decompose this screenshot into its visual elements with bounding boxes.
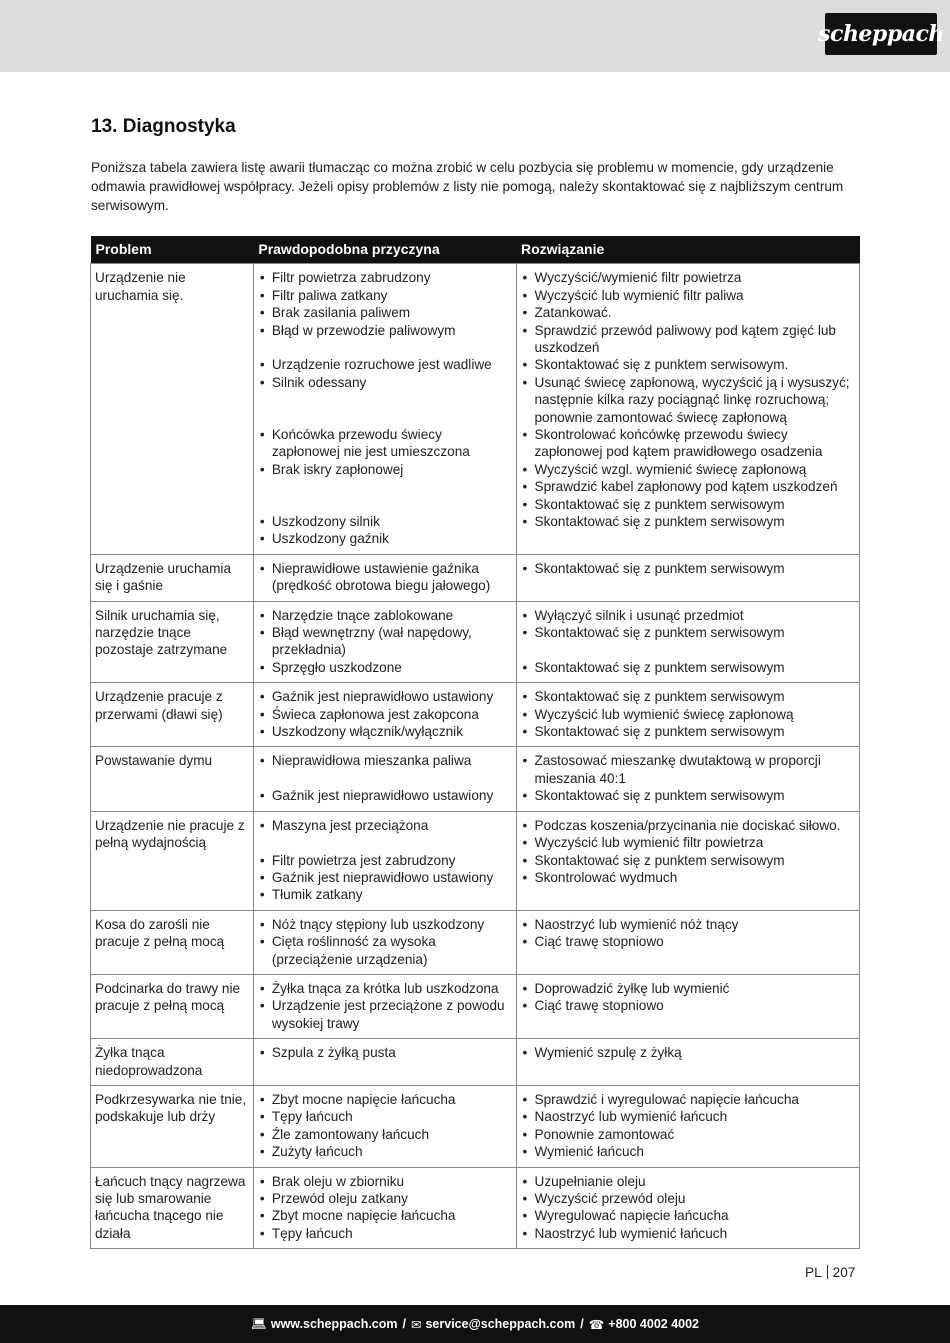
- cause-item: • Tępy łańcuch: [258, 1225, 512, 1242]
- cause-cell: [253, 1085, 516, 1167]
- cause-cell: [253, 1167, 516, 1249]
- cause-item: • Urządzenie jest przeciążone z powodu wysokiej trawy: [258, 997, 512, 1032]
- solution-cell: [516, 601, 860, 683]
- solution-cell: [516, 910, 860, 974]
- cause-item: • Nieprawidłowe ustawienie gaźnika (prędkość obrotowa biegu jałowego): [258, 560, 512, 595]
- list-spacer: [258, 770, 512, 787]
- cause-cell: [253, 910, 516, 974]
- solution-item: • Skontaktować się z punktem serwisowym: [521, 624, 856, 641]
- solution-item: • Sprawdzić kabel zapłonowy pod kątem uszkodzeń: [521, 478, 856, 495]
- solution-item: • Wyczyścić wzgl. wymienić świecę zapłonową: [521, 461, 856, 478]
- table-row: [91, 910, 860, 974]
- solution-cell: [516, 747, 860, 811]
- solution-item: • Skontaktować się z punktem serwisowym: [521, 560, 856, 577]
- table-row: [91, 747, 860, 811]
- problem-cell: Urządzenie nie pracuje z pełną wydajnością: [91, 811, 254, 910]
- solution-item: • Usunąć świecę zapłonową, wyczyścić ją i wysuszyć; następnie kilka razy pociągnąć linkę rozruchową; ponownie zamontować świecę zapłonową: [521, 374, 856, 426]
- page-number: [805, 1265, 855, 1280]
- solution-list: [521, 817, 856, 887]
- solution-list: [521, 752, 856, 804]
- solution-item: • Zatankować.: [521, 304, 856, 321]
- solution-item: • Wyczyścić lub wymienić filtr paliwa: [521, 287, 856, 304]
- solution-cell: [516, 1039, 860, 1086]
- page-lang: PL: [805, 1265, 822, 1280]
- solution-item: • Skontaktować się z punktem serwisowym: [521, 688, 856, 705]
- solution-item: • Wyczyścić lub wymienić świecę zapłonową: [521, 706, 856, 723]
- solution-item: • Skontaktować się z punktem serwisowym: [521, 513, 856, 530]
- logo-text: scheppach: [818, 21, 944, 47]
- cause-item: • Nieprawidłowa mieszanka paliwa: [258, 752, 512, 769]
- solution-item: • Uzupełnianie oleju: [521, 1173, 856, 1190]
- cause-cell: [253, 1039, 516, 1086]
- cause-item: • Uszkodzony włącznik/wyłącznik: [258, 723, 512, 740]
- cause-cell: [253, 601, 516, 683]
- problem-cell: Żyłka tnąca niedoprowadzona: [91, 1039, 254, 1086]
- cause-item: • Brak iskry zapłonowej: [258, 461, 512, 478]
- list-spacer: [258, 391, 512, 408]
- cause-item: • Gaźnik jest nieprawidłowo ustawiony: [258, 869, 512, 886]
- table-row: [91, 683, 860, 747]
- solution-list: [521, 1091, 856, 1161]
- cause-item: • Brak zasilania paliwem: [258, 304, 512, 321]
- cause-item: • Cięta roślinność za wysoka (przeciążenie urządzenia): [258, 933, 512, 968]
- list-spacer: [258, 834, 512, 851]
- cause-item: • Gaźnik jest nieprawidłowo ustawiony: [258, 688, 512, 705]
- solution-item: • Wyczyścić lub wymienić filtr powietrza: [521, 834, 856, 851]
- solution-list: [521, 688, 856, 740]
- solution-item: • Skontaktować się z punktem serwisowym: [521, 852, 856, 869]
- cause-item: • Filtr powietrza jest zabrudzony: [258, 852, 512, 869]
- solution-item: • Wyłączyć silnik i usunąć przedmiot: [521, 607, 856, 624]
- cause-item: • Błąd w przewodzie paliwowym: [258, 322, 512, 339]
- list-spacer: [521, 641, 856, 658]
- cause-list: [258, 269, 512, 547]
- cause-item: • Urządzenie rozruchowe jest wadliwe: [258, 356, 512, 373]
- cause-item: • Brak oleju w zbiorniku: [258, 1173, 512, 1190]
- problem-cell: Urządzenie nie uruchamia się.: [91, 264, 254, 554]
- problem-cell: Kosa do zarośli nie pracuje z pełną mocą: [91, 910, 254, 974]
- cause-item: • Filtr paliwa zatkany: [258, 287, 512, 304]
- problem-cell: Podcinarka do trawy nie pracuje z pełną mocą: [91, 974, 254, 1038]
- cause-item: • Zbyt mocne napięcie łańcucha: [258, 1207, 512, 1224]
- page-number-value: 207: [832, 1265, 856, 1280]
- table-row: [91, 1085, 860, 1167]
- cause-item: • Błąd wewnętrzny (wał napędowy, przekładnia): [258, 624, 512, 659]
- cause-list: [258, 916, 512, 968]
- solution-list: [521, 980, 856, 1015]
- solution-cell: [516, 1167, 860, 1249]
- solution-item: • Skontaktować się z punktem serwisowym: [521, 659, 856, 676]
- cause-list: [258, 980, 512, 1032]
- solution-list: [521, 1044, 856, 1061]
- cause-item: • Uszkodzony gaźnik: [258, 530, 512, 547]
- solution-item: • Wymienić łańcuch: [521, 1143, 856, 1160]
- solution-item: • Podczas koszenia/przycinania nie dociskać siłowo.: [521, 817, 856, 834]
- solution-cell: [516, 1085, 860, 1167]
- list-spacer: [258, 339, 512, 356]
- cause-item: • Nóż tnący stępiony lub uszkodzony: [258, 916, 512, 933]
- section-title: 13. Diagnostyka: [91, 116, 236, 137]
- solution-cell: [516, 683, 860, 747]
- cause-item: • Żyłka tnąca za krótka lub uszkodzona: [258, 980, 512, 997]
- solution-item: • Ciąć trawę stopniowo: [521, 997, 856, 1014]
- cause-list: [258, 1173, 512, 1243]
- footer-band: [0, 1305, 950, 1343]
- footer-email[interactable]: service@scheppach.com: [425, 1317, 576, 1331]
- cause-item: • Sprzęgło uszkodzone: [258, 659, 512, 676]
- table-row: [91, 1167, 860, 1249]
- solution-item: • Wyregulować napięcie łańcucha: [521, 1207, 856, 1224]
- solution-cell: [516, 264, 860, 554]
- problem-cell: Powstawanie dymu: [91, 747, 254, 811]
- cause-item: • Szpula z żyłką pusta: [258, 1044, 512, 1061]
- solution-item: • Wyczyścić/wymienić filtr powietrza: [521, 269, 856, 286]
- cause-item: • Świeca zapłonowa jest zakopcona: [258, 706, 512, 723]
- solution-item: • Ponownie zamontować: [521, 1126, 856, 1143]
- cause-item: • Końcówka przewodu świecy zapłonowej nie jest umieszczona: [258, 426, 512, 461]
- cause-item: • Zużyty łańcuch: [258, 1143, 512, 1160]
- solution-item: • Skontrolować końcówkę przewodu świecy zapłonowej pod kątem prawidłowego osadzenia: [521, 426, 856, 461]
- cause-list: [258, 688, 512, 740]
- mail-icon: ✉︎: [410, 1317, 422, 1332]
- table-row: [91, 974, 860, 1038]
- cause-cell: [253, 554, 516, 601]
- cause-item: • Narzędzie tnące zablokowane: [258, 607, 512, 624]
- solution-list: [521, 269, 856, 530]
- intro-paragraph: Poniższa tabela zawiera listę awarii tłumacząc co można zrobić w celu pozbycia się problemu w momencie, gdy urządzenie odmawia prawidłowej współpracy. Jeżeli opisy problemów z listy nie pomogą, należy skontaktować się z najbliższym centrum serwisowym.: [91, 160, 844, 213]
- solution-item: • Naostrzyć lub wymienić łańcuch: [521, 1108, 856, 1125]
- solution-item: • Skontaktować się z punktem serwisowym.: [521, 356, 856, 373]
- footer-sep-2: /: [580, 1317, 584, 1331]
- table-header-row: [91, 236, 860, 264]
- cause-list: [258, 1091, 512, 1161]
- solution-item: • Naostrzyć lub wymienić łańcuch: [521, 1225, 856, 1242]
- table-row: [91, 554, 860, 601]
- list-spacer: [258, 478, 512, 495]
- solution-item: • Skontaktować się z punktem serwisowym: [521, 787, 856, 804]
- cause-item: • Tłumik zatkany: [258, 886, 512, 903]
- solution-item: • Doprowadzić żyłkę lub wymienić: [521, 980, 856, 997]
- solution-cell: [516, 554, 860, 601]
- cause-item: • Gaźnik jest nieprawidłowo ustawiony: [258, 787, 512, 804]
- header-cause: Prawdopodobna przyczyna: [253, 236, 516, 264]
- footer-phone[interactable]: +800 4002 4002: [608, 1317, 700, 1331]
- cause-cell: [253, 264, 516, 554]
- cause-list: [258, 560, 512, 595]
- solution-item: • Sprawdzić i wyregulować napięcie łańcucha: [521, 1091, 856, 1108]
- solution-cell: [516, 811, 860, 910]
- problem-cell: Podkrzesywarka nie tnie, podskakuje lub drży: [91, 1085, 254, 1167]
- solution-list: [521, 916, 856, 951]
- list-spacer: [258, 409, 512, 426]
- cause-item: • Maszyna jest przeciążona: [258, 817, 512, 834]
- footer-sep-1: /: [402, 1317, 406, 1331]
- solution-item: • Sprawdzić przewód paliwowy pod kątem zgięć lub uszkodzeń: [521, 322, 856, 357]
- problem-cell: Urządzenie uruchamia się i gaśnie: [91, 554, 254, 601]
- table-row: [91, 811, 860, 910]
- problem-cell: Łańcuch tnący nagrzewa się lub smarowanie łańcucha tnącego nie działa: [91, 1167, 254, 1249]
- header-problem: Problem: [91, 236, 254, 264]
- cause-item: • Przewód oleju zatkany: [258, 1190, 512, 1207]
- cause-cell: [253, 683, 516, 747]
- phone-icon: ☎︎: [588, 1317, 605, 1332]
- solution-item: • Wymienić szpulę z żyłką: [521, 1044, 856, 1061]
- solution-item: • Naostrzyć lub wymienić nóż tnący: [521, 916, 856, 933]
- solution-cell: [516, 974, 860, 1038]
- solution-item: • Zastosować mieszankę dwutaktową w proporcji mieszania 40:1: [521, 752, 856, 787]
- cause-cell: [253, 747, 516, 811]
- list-spacer: [258, 496, 512, 513]
- cause-item: • Silnik odessany: [258, 374, 512, 391]
- cause-list: [258, 817, 512, 904]
- footer-web[interactable]: www.scheppach.com: [270, 1317, 398, 1331]
- cause-cell: [253, 811, 516, 910]
- cause-list: [258, 1044, 512, 1061]
- solution-item: • Wyczyścić przewód oleju: [521, 1190, 856, 1207]
- solution-list: [521, 560, 856, 577]
- computer-icon: 💻︎: [250, 1316, 267, 1331]
- problem-cell: Urządzenie pracuje z przerwami (dławi się): [91, 683, 254, 747]
- solution-item: • Skontrolować wydmuch: [521, 869, 856, 886]
- table-body: [91, 264, 860, 1249]
- solution-list: [521, 1173, 856, 1243]
- cause-cell: [253, 974, 516, 1038]
- diagnostics-table: [90, 236, 860, 1249]
- solution-item: • Skontaktować się z punktem serwisowym: [521, 723, 856, 740]
- cause-item: • Filtr powietrza zabrudzony: [258, 269, 512, 286]
- cause-item: • Uszkodzony silnik: [258, 513, 512, 530]
- cause-list: [258, 607, 512, 677]
- page-separator: [827, 1265, 828, 1279]
- problem-cell: Silnik uruchamia się, narzędzie tnące pozostaje zatrzymane: [91, 601, 254, 683]
- header-solution: Rozwiązanie: [516, 236, 860, 264]
- cause-list: [258, 752, 512, 804]
- scheppach-logo: [818, 13, 944, 55]
- solution-item: • Skontaktować się z punktem serwisowym: [521, 496, 856, 513]
- cause-item: • Zbyt mocne napięcie łańcucha: [258, 1091, 512, 1108]
- table-row: [91, 264, 860, 554]
- cause-item: • Źle zamontowany łańcuch: [258, 1126, 512, 1143]
- cause-item: • Tępy łańcuch: [258, 1108, 512, 1125]
- table-row: [91, 601, 860, 683]
- header-band: [0, 0, 950, 72]
- solution-item: • Ciąć trawę stopniowo: [521, 933, 856, 950]
- table-row: [91, 1039, 860, 1086]
- solution-list: [521, 607, 856, 677]
